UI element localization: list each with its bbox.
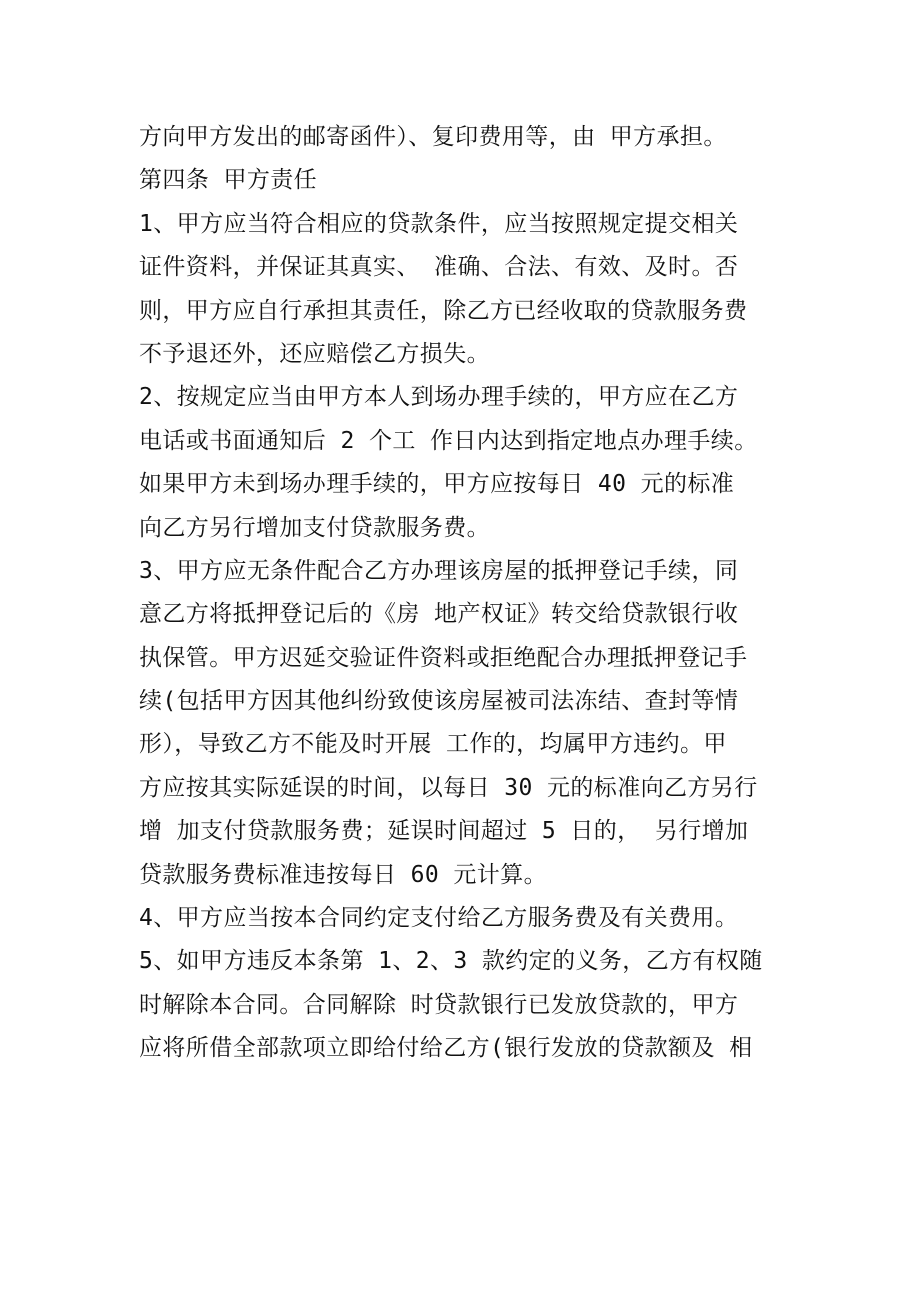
text-line: 5、如甲方违反本条第 1、2、3 款约定的义务，乙方有权随 [139, 948, 763, 975]
text-line: 增 加支付贷款服务费；延误时间超过 5 日的， 另行增加 [139, 818, 749, 845]
text-line: 4、甲方应当按本合同约定支付给乙方服务费及有关费用。 [139, 905, 739, 932]
text-line: 则，甲方应自行承担其责任，除乙方已经收取的贷款服务费 [139, 297, 748, 324]
text-line: 应将所借全部款项立即给付给乙方(银行发放的贷款额及 相 [139, 1035, 753, 1062]
section-heading: 第四条 甲方责任 [139, 167, 318, 194]
document-body [139, 116, 799, 1071]
text-line: 形），导致乙方不能及时开展 工作的，均属甲方违约。甲 [139, 731, 727, 758]
text-line: 执保管。甲方迟延交验证件资料或拒绝配合办理抵押登记手 [139, 644, 748, 671]
text-line: 1、甲方应当符合相应的贷款条件，应当按照规定提交相关 [139, 210, 739, 237]
text-line: 3、甲方应无条件配合乙方办理该房屋的抵押登记手续，同 [139, 557, 739, 584]
text-line: 2、按规定应当由甲方本人到场办理手续的，甲方应在乙方 [139, 384, 739, 411]
text-line: 如果甲方未到场办理手续的，甲方应按每日 40 元的标准 [139, 471, 735, 498]
text-line: 电话或书面通知后 2 个工 作日内达到指定地点办理手续。 [139, 427, 758, 454]
text-line: 续(包括甲方因其他纠纷致使该房屋被司法冻结、查封等情 [139, 688, 739, 715]
text-line: 方应按其实际延误的时间，以每日 30 元的标准向乙方另行 [139, 774, 758, 801]
text-line: 证件资料，并保证其真实、 准确、合法、有效、及时。否 [139, 254, 739, 281]
text-line: 方向甲方发出的邮寄函件）、复印费用等，由 甲方承担。 [139, 124, 727, 150]
text-line: 不予退还外，还应赔偿乙方损失。 [139, 340, 490, 367]
text-line: 意乙方将抵押登记后的《房 地产权证》转交给贷款银行收 [139, 601, 739, 628]
text-line: 贷款服务费标准违按每日 60 元计算。 [139, 861, 547, 888]
text-line: 时解除本合同。合同解除 时贷款银行已发放贷款的，甲方 [139, 991, 739, 1018]
text-line: 向乙方另行增加支付贷款服务费。 [139, 514, 490, 541]
